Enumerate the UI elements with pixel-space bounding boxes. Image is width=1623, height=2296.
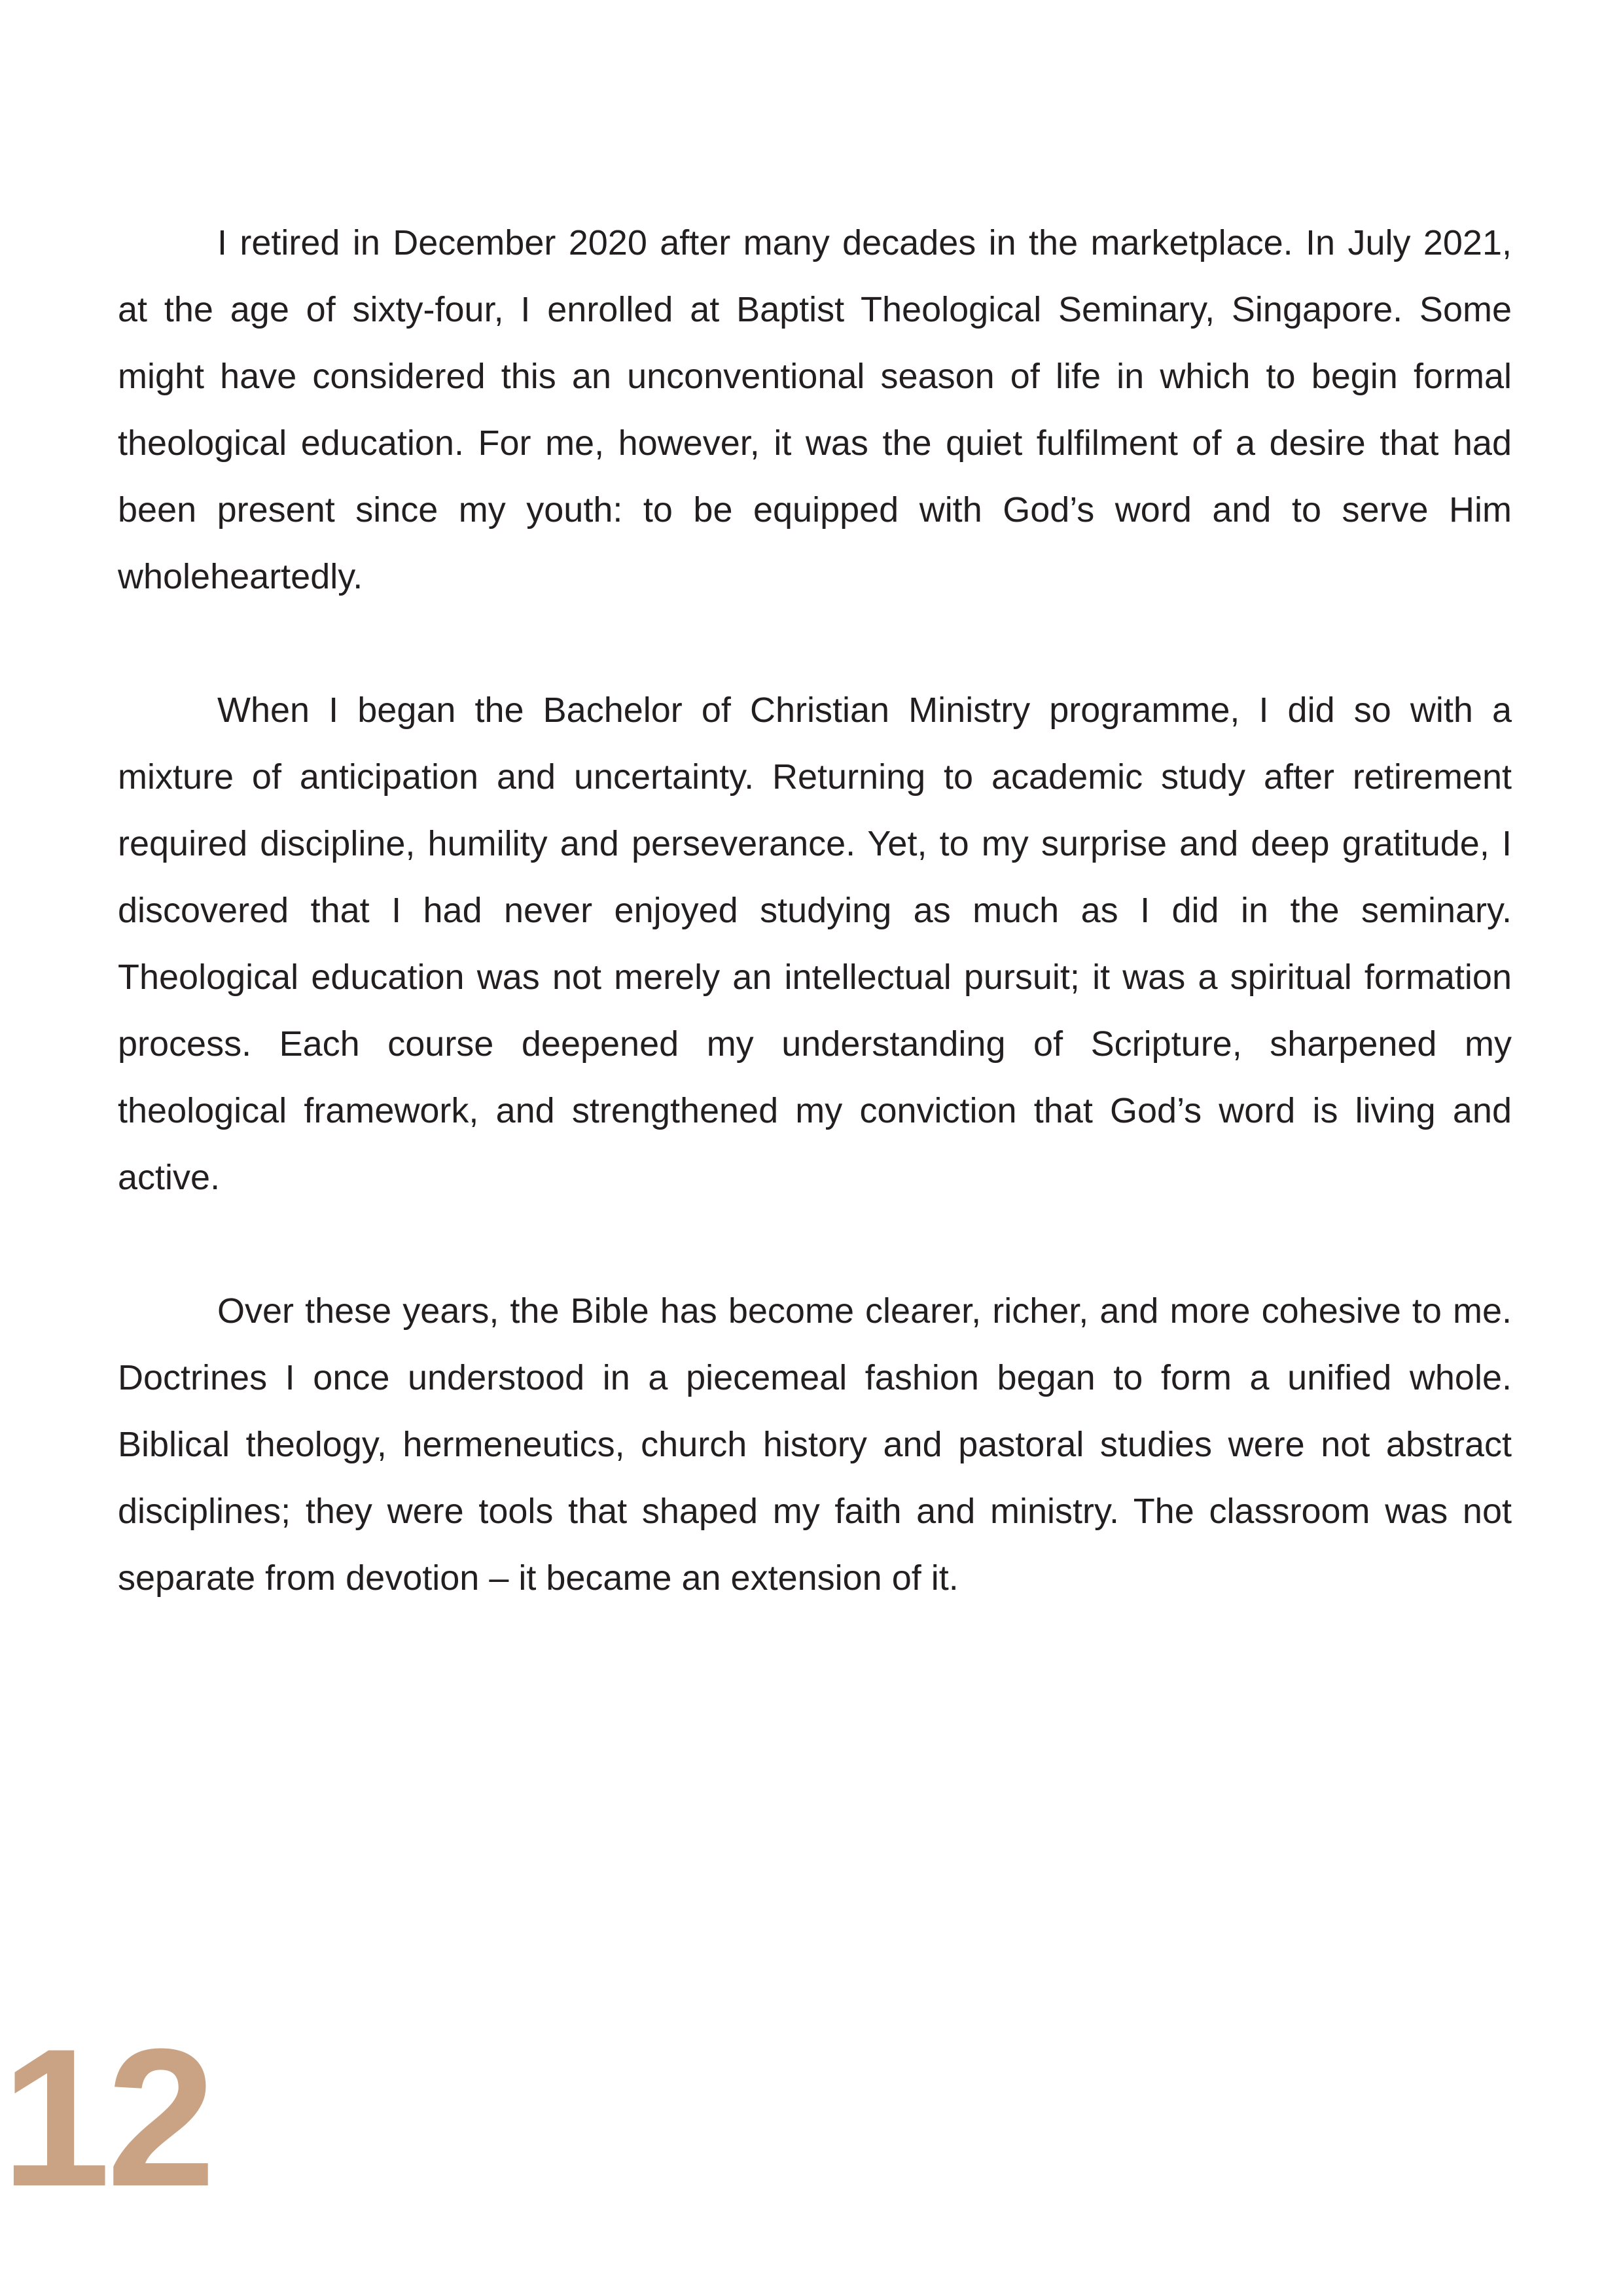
paragraph-2: When I began the Bachelor of Christian Ministry programme, I did so with a mixture of anticipation and uncertainty. Returning to academic study after retirement required discipline, humility and perseverance. Yet, to my surprise and deep gratitude, I discovered that I had never enjoyed studying as much as I did in the seminary. Theological education was not merely an intellectual pursuit; it was a spiritual formation process. Each course deepened my understanding of Scripture, sharpened my theological framework, and strengthened my conviction that God’s word is living and active.	[118, 691, 1512, 1197]
paragraph-3: Over these years, the Bible has become clearer, richer, and more cohesive to me. Doctrines I once understood in a piecemeal fashion began to form a unified whole. Biblical theology, hermeneutics, church history and pastoral studies were not abstract disciplines; they were tools that shaped my faith and ministry. The classroom was not separate from devotion – it became an extension of it.	[118, 1291, 1512, 1598]
paragraph-1: I retired in December 2020 after many decades in the marketplace. In July 2021, at the age of sixty-four, I enrolled at Baptist Theological Seminary, Singapore. Some might have considered this an unconventional season of life in which to begin formal theological education. For me, however, it was the quiet fulfilment of a desire that had been present since my youth: to be equipped with God’s word and to serve Him wholeheartedly.	[118, 223, 1512, 596]
body-text	[118, 209, 1512, 1611]
page-number: 12	[1, 2007, 212, 2227]
